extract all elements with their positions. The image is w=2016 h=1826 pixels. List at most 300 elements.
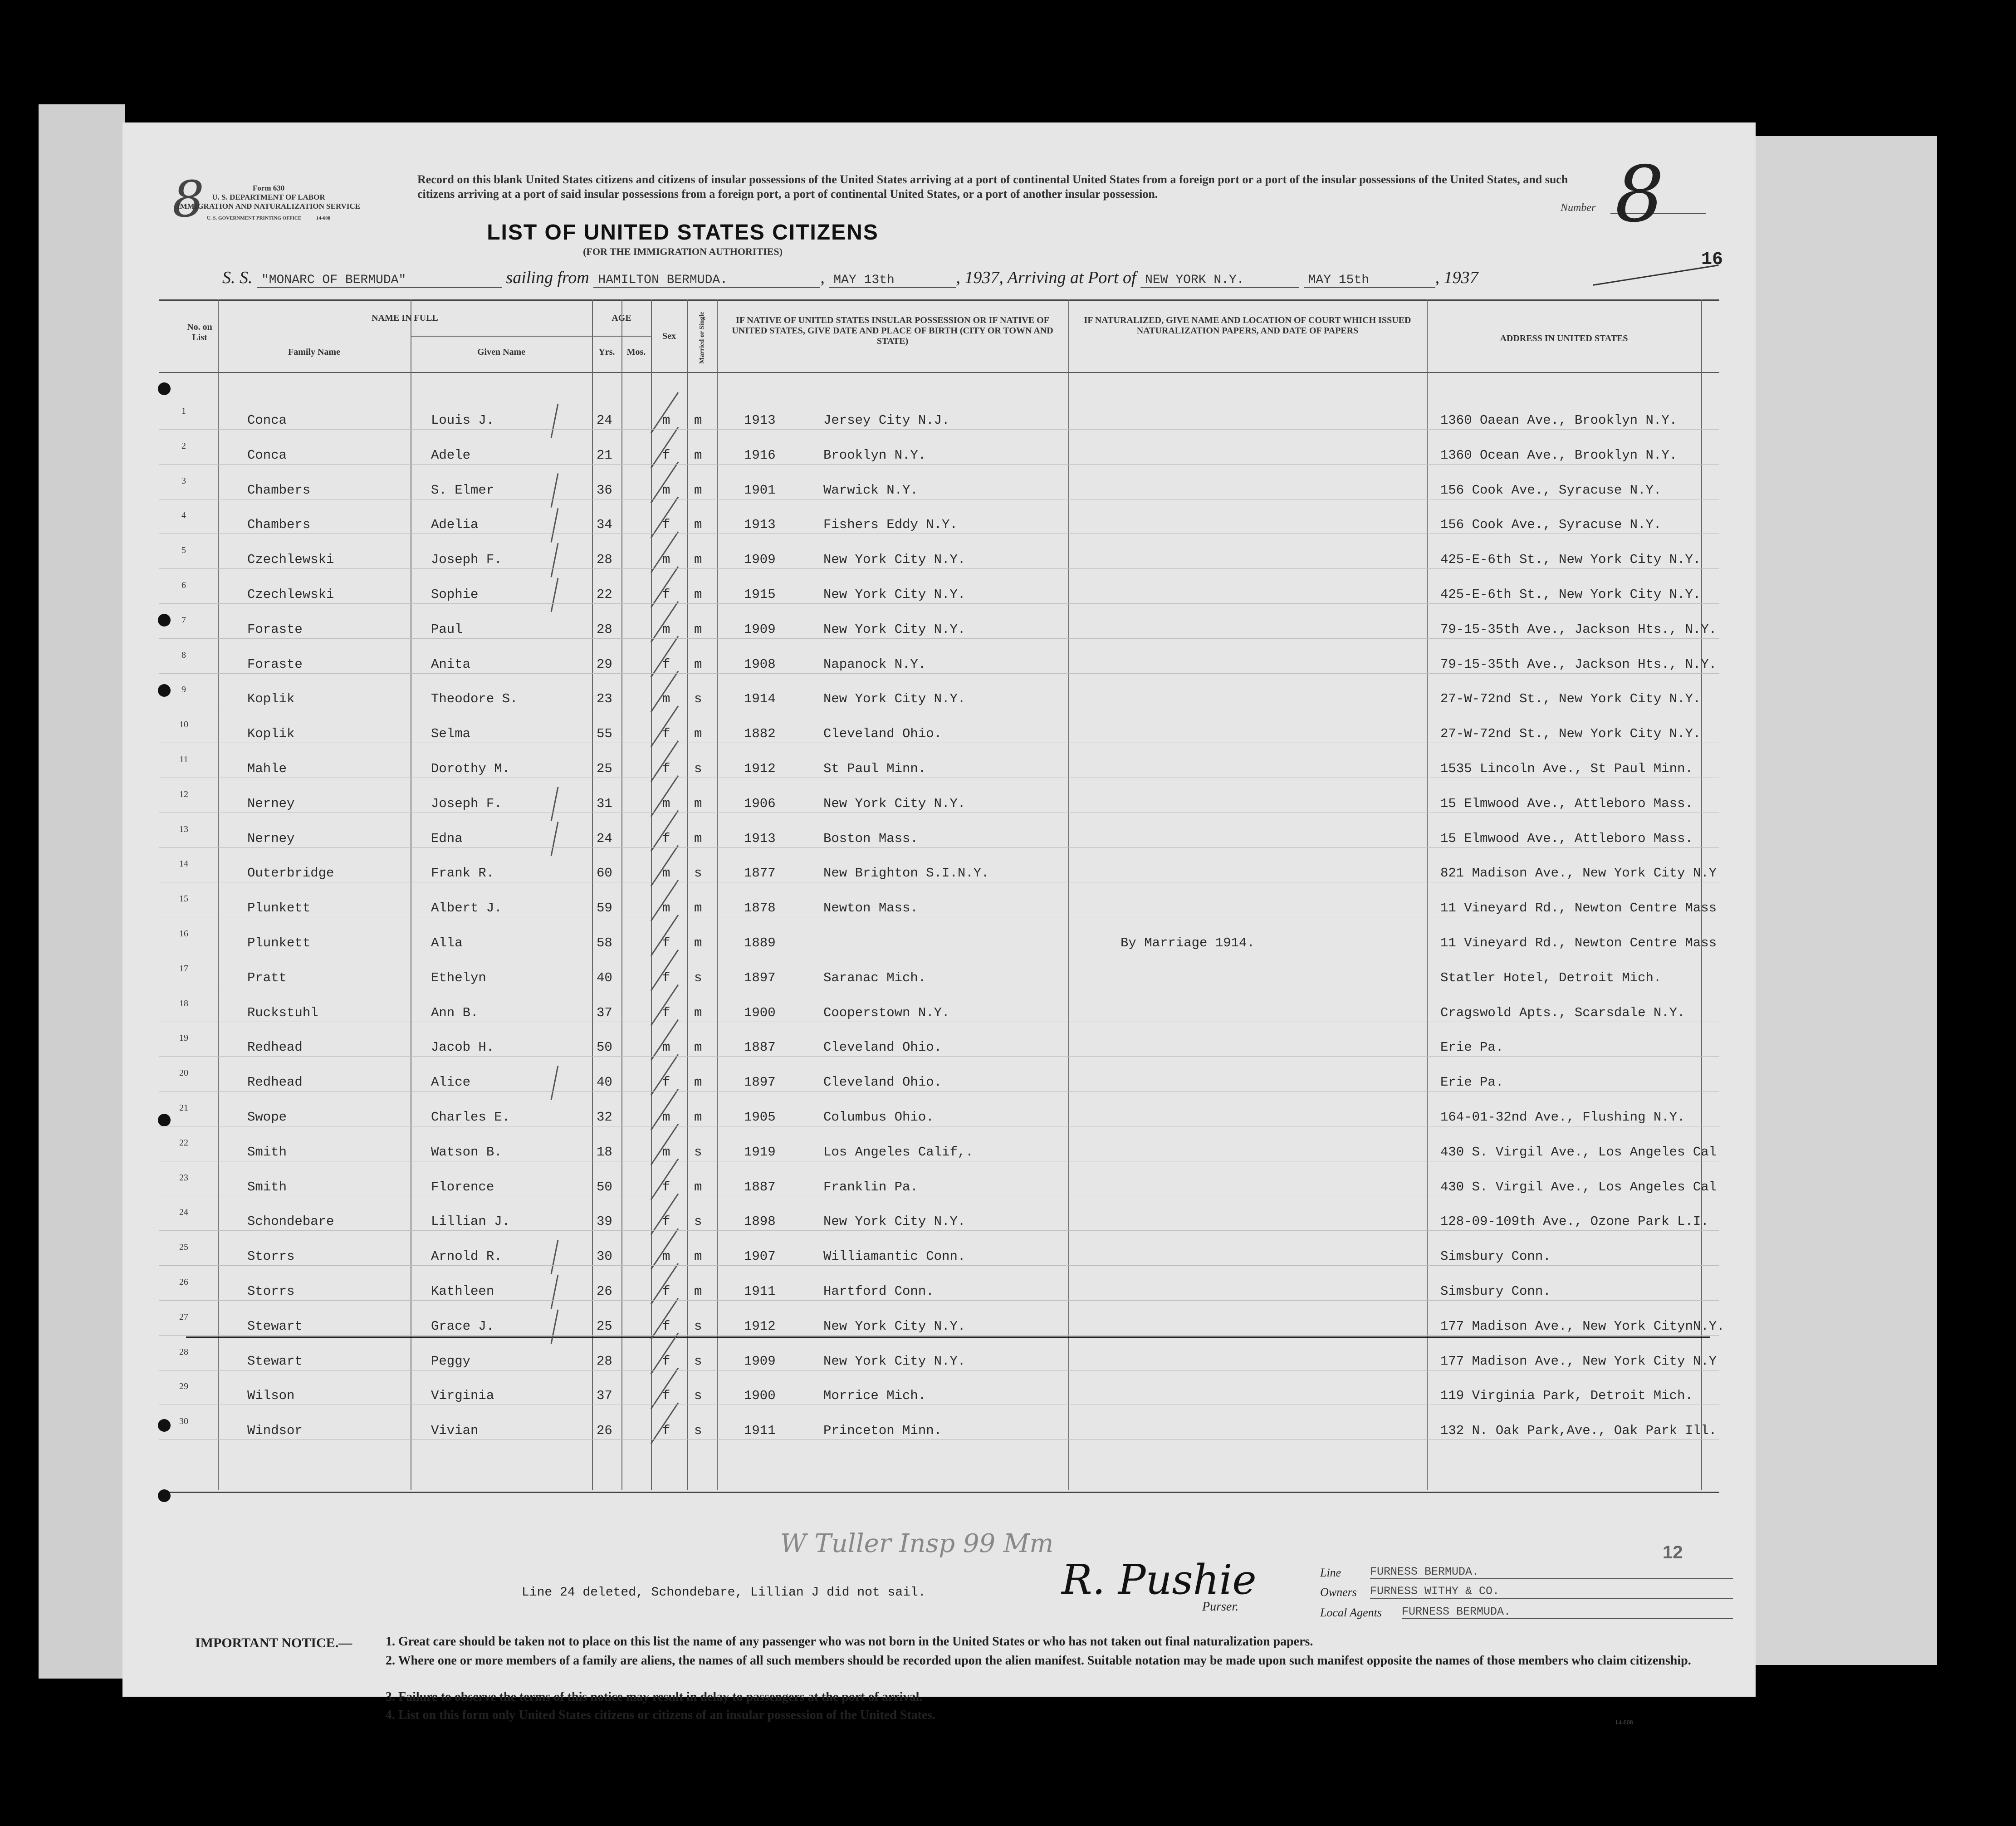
tally-slash [651, 392, 678, 433]
purser-signature: R. Pushie [1062, 1556, 1257, 1604]
row-number: 8 [181, 650, 186, 660]
family-name-cell: Nerney [247, 831, 295, 846]
family-name-cell: Koplik [247, 691, 295, 707]
col-header-naturalized: IF NATURALIZED, GIVE NAME AND LOCATION OF COURT WHICH ISSUED NATURALIZATION PAPERS, AND DATE OF PAPERS [1084, 315, 1411, 336]
birthplace-cell: Princeton Minn. [823, 1423, 942, 1439]
given-name-cell: Florence [431, 1179, 494, 1194]
family-name-cell: Foraste [247, 622, 303, 637]
birthplace-cell: Columbus Ohio. [823, 1110, 934, 1125]
birthplace-cell: Cooperstown N.Y. [823, 1005, 950, 1020]
age-cell: 31 [597, 796, 612, 811]
row-number: 29 [179, 1381, 188, 1392]
check-mark [551, 822, 558, 856]
birth-year-cell: 1882 [744, 726, 776, 742]
corner-sheet-number: 16 [1701, 250, 1723, 270]
family-name-cell: Chambers [247, 517, 311, 533]
age-cell: 40 [597, 1075, 612, 1090]
given-name-cell: Anita [431, 656, 471, 672]
age-cell: 24 [597, 831, 612, 846]
age-cell: 37 [597, 1388, 612, 1404]
tally-slash [651, 671, 678, 712]
address-cell: 425-E-6th St., New York City N.Y. [1440, 552, 1701, 568]
birth-year-cell: 1907 [744, 1249, 776, 1264]
birthplace-cell: New York City N.Y. [823, 691, 966, 707]
departure-port: HAMILTON BERMUDA. [593, 273, 820, 288]
marital-status-cell: s [694, 1353, 702, 1369]
tally-slash [651, 1194, 678, 1234]
owners-value: FURNESS WITHY & CO. [1370, 1585, 1733, 1599]
birth-year-cell: 1913 [744, 517, 776, 533]
address-cell: 15 Elmwood Ave., Attleboro Mass. [1440, 831, 1693, 846]
age-cell: 23 [597, 691, 612, 707]
arrival-year: 1937 [1443, 268, 1478, 287]
tally-slash [651, 741, 678, 782]
birth-year-cell: 1911 [744, 1284, 776, 1299]
given-name-cell: Selma [431, 726, 471, 742]
age-cell: 36 [597, 482, 612, 498]
family-name-cell: Smith [247, 1144, 287, 1160]
punch-hole [158, 382, 171, 395]
family-name-cell: Czechlewski [247, 552, 334, 568]
tally-slash [651, 1054, 678, 1095]
page-subtitle: (FOR THE IMMIGRATION AUTHORITIES) [583, 246, 783, 257]
sex-cell: m [662, 1144, 670, 1160]
marital-status-cell: m [694, 587, 702, 602]
sex-cell: m [662, 1040, 670, 1055]
tally-slash [651, 1229, 678, 1269]
family-name-cell: Nerney [247, 796, 295, 811]
table-row-rule [159, 1300, 1719, 1301]
age-cell: 28 [597, 1353, 612, 1369]
given-name-cell: Ethelyn [431, 970, 486, 985]
punch-hole [158, 614, 171, 627]
age-cell: 26 [597, 1284, 612, 1299]
tally-slash [651, 845, 678, 886]
sex-cell: f [662, 1075, 670, 1090]
marital-status-cell: m [694, 1110, 702, 1125]
row-number: 22 [179, 1137, 188, 1148]
address-cell: 1360 Ocean Ave., Brooklyn N.Y. [1440, 447, 1678, 463]
given-name-cell: Albert J. [431, 901, 502, 916]
check-mark [551, 787, 558, 821]
family-name-cell: Ruckstuhl [247, 1005, 318, 1020]
birthplace-cell: Brooklyn N.Y. [823, 447, 926, 463]
check-mark [551, 543, 558, 577]
birth-year-cell: 1905 [744, 1110, 776, 1125]
birthplace-cell: Jersey City N.J. [823, 413, 950, 428]
marital-status-cell: m [694, 796, 702, 811]
birth-year-cell: 1906 [744, 796, 776, 811]
col-header-married: Married or Single [698, 312, 706, 364]
tally-slash [651, 462, 678, 503]
deletion-note: Line 24 deleted, Schondebare, Lillian J did not sail. [522, 1586, 926, 1600]
birth-year-cell: 1900 [744, 1388, 776, 1404]
agents-value: FURNESS BERMUDA. [1402, 1605, 1733, 1619]
family-name-cell: Wilson [247, 1388, 295, 1404]
sex-cell: f [662, 1284, 670, 1299]
marital-status-cell: m [694, 482, 702, 498]
family-name-cell: Foraste [247, 656, 303, 672]
given-name-cell: Joseph F. [431, 796, 502, 811]
birthplace-cell: New York City N.Y. [823, 1353, 966, 1369]
tally-slash [651, 776, 678, 817]
given-name-cell: Theodore S. [431, 691, 518, 707]
address-cell: 164-01-32nd Ave., Flushing N.Y. [1440, 1110, 1685, 1125]
sex-cell: m [662, 1110, 670, 1125]
age-cell: 39 [597, 1214, 612, 1229]
ss-label: S. S. [222, 268, 253, 287]
birthplace-cell: Cleveland Ohio. [823, 726, 942, 742]
given-name-cell: Virginia [431, 1388, 494, 1404]
family-name-cell: Chambers [247, 482, 311, 498]
birth-year-cell: 1897 [744, 1075, 776, 1090]
birthplace-cell: Cleveland Ohio. [823, 1040, 942, 1055]
address-cell: 177 Madison Ave., New York City N.Y [1440, 1353, 1717, 1369]
table-row-rule [159, 1265, 1719, 1266]
check-mark [551, 1066, 558, 1100]
punch-hole [158, 1114, 171, 1126]
marital-status-cell: s [694, 970, 702, 985]
marital-status-cell: m [694, 1284, 702, 1299]
voyage-line: S. S. "MONARC OF BERMUDA" sailing from HAMILTON BERMUDA. , MAY 13th , 1937, Arriving at Port of NEW YORK N.Y. MAY 15th , 1937 [222, 268, 1478, 287]
sex-cell: f [662, 1318, 670, 1334]
marital-status-cell: m [694, 1179, 702, 1194]
birthplace-cell: Fishers Eddy N.Y. [823, 517, 958, 533]
arriving-label: Arriving at Port of [1007, 268, 1136, 287]
address-cell: 11 Vineyard Rd., Newton Centre Mass [1440, 935, 1717, 950]
birth-year-cell: 1916 [744, 447, 776, 463]
tally-slash [651, 636, 678, 677]
row-number: 23 [179, 1172, 188, 1183]
family-name-cell: Smith [247, 1179, 287, 1194]
sex-cell: f [662, 447, 670, 463]
given-name-cell: Charles E. [431, 1110, 510, 1125]
given-name-cell: Joseph F. [431, 552, 502, 568]
sex-cell: f [662, 656, 670, 672]
birth-year-cell: 1914 [744, 691, 776, 707]
tally-slash [651, 497, 678, 538]
check-mark [551, 578, 558, 612]
birth-year-cell: 1911 [744, 1423, 776, 1439]
notice-item: 3. Failure to observe the terms of this notice may result in delay to passengers at the port of arrival. [386, 1690, 923, 1704]
birth-year-cell: 1913 [744, 831, 776, 846]
marital-status-cell: m [694, 1075, 702, 1090]
address-cell: 79-15-35th Ave., Jackson Hts., N.Y. [1440, 656, 1717, 672]
form-number: Form 630 [252, 184, 285, 192]
marital-status-cell: s [694, 1423, 702, 1439]
table-row-rule [159, 1230, 1719, 1231]
age-cell: 28 [597, 552, 612, 568]
check-mark [551, 1240, 558, 1274]
row-number: 5 [181, 545, 186, 556]
marital-status-cell: s [694, 866, 702, 881]
age-cell: 50 [597, 1179, 612, 1194]
marital-status-cell: m [694, 935, 702, 950]
sex-cell: m [662, 691, 670, 707]
age-cell: 29 [597, 656, 612, 672]
sex-cell: f [662, 1388, 670, 1404]
birth-year-cell: 1900 [744, 1005, 776, 1020]
printing-office-note: U. S. GOVERNMENT PRINTING OFFICE [207, 215, 302, 221]
list-number-handwritten: 8 [1615, 150, 1664, 240]
department-name: U. S. DEPARTMENT OF LABOR [212, 193, 325, 201]
sex-cell: f [662, 970, 670, 985]
row-number: 10 [179, 720, 188, 730]
form-code-bottom: 14-608 [1615, 1719, 1633, 1726]
sex-cell: f [662, 1214, 670, 1229]
table-row-rule [159, 673, 1719, 674]
birthplace-cell: Boston Mass. [823, 831, 918, 846]
sex-cell: f [662, 935, 670, 950]
address-cell: Erie Pa. [1440, 1040, 1504, 1055]
tally-slash [651, 1403, 678, 1444]
address-cell: 128-09-109th Ave., Ozone Park L.I. [1440, 1214, 1709, 1229]
table-row-rule [159, 1056, 1719, 1057]
ship-name: "MONARC OF BERMUDA" [257, 273, 502, 288]
birth-year-cell: 1909 [744, 1353, 776, 1369]
age-cell: 58 [597, 935, 612, 950]
birthplace-cell: Cleveland Ohio. [823, 1075, 942, 1090]
address-cell: 821 Madison Ave., New York City N.Y [1440, 866, 1717, 881]
tally-slash [651, 985, 678, 1026]
row-number: 16 [179, 929, 188, 939]
sex-cell: m [662, 866, 670, 881]
inspector-pencil-note: W Tuller Insp 99 Mm [780, 1529, 1054, 1558]
birth-year-cell: 1898 [744, 1214, 776, 1229]
page-title: LIST OF UNITED STATES CITIZENS [487, 220, 879, 245]
corner-handwritten-mark: 8 [172, 170, 204, 228]
given-name-cell: Adelia [431, 517, 479, 533]
table-row-rule [159, 603, 1719, 604]
arrival-port: NEW YORK N.Y. [1140, 273, 1299, 288]
notice-heading: IMPORTANT NOTICE.— [195, 1635, 352, 1650]
family-name-cell: Redhead [247, 1075, 303, 1090]
address-cell: 11 Vineyard Rd., Newton Centre Mass [1440, 901, 1717, 916]
tally-slash [651, 1333, 678, 1374]
marital-status-cell: m [694, 726, 702, 742]
col-header-yrs: Yrs. [598, 347, 615, 357]
given-name-cell: Edna [431, 831, 463, 846]
tally-slash [651, 950, 678, 991]
marital-status-cell: s [694, 1388, 702, 1404]
line-value: FURNESS BERMUDA. [1370, 1565, 1733, 1579]
tally-slash [651, 1368, 678, 1409]
table-row-rule [159, 1091, 1719, 1092]
sail-year: 1937 [964, 268, 999, 287]
birth-year-cell: 1887 [744, 1179, 776, 1194]
birth-year-cell: 1878 [744, 901, 776, 916]
address-cell: 425-E-6th St., New York City N.Y. [1440, 587, 1701, 602]
marital-status-cell: s [694, 691, 702, 707]
age-cell: 55 [597, 726, 612, 742]
row-number: 24 [179, 1207, 188, 1218]
given-name-cell: Lillian J. [431, 1214, 510, 1229]
tally-slash [651, 602, 678, 642]
given-name-cell: Adele [431, 447, 471, 463]
sex-cell: f [662, 831, 670, 846]
sex-cell: m [662, 622, 670, 637]
row-number: 9 [181, 685, 186, 695]
row-number: 20 [179, 1068, 188, 1078]
birthplace-cell: New York City N.Y. [823, 552, 966, 568]
marital-status-cell: m [694, 1249, 702, 1264]
address-cell: Erie Pa. [1440, 1075, 1504, 1090]
birth-year-cell: 1877 [744, 866, 776, 881]
sailing-from-label: sailing from [506, 268, 589, 287]
row-number: 4 [181, 510, 186, 521]
birthplace-cell: Saranac Mich. [823, 970, 926, 985]
purser-label: Purser. [1202, 1600, 1239, 1614]
address-cell: 27-W-72nd St., New York City N.Y. [1440, 691, 1701, 707]
age-cell: 25 [597, 1318, 612, 1334]
birth-year-cell: 1909 [744, 622, 776, 637]
birth-year-cell: 1912 [744, 1318, 776, 1334]
age-cell: 34 [597, 517, 612, 533]
age-cell: 50 [597, 1040, 612, 1055]
sex-cell: m [662, 796, 670, 811]
birthplace-cell: Warwick N.Y. [823, 482, 918, 498]
address-cell: 430 S. Virgil Ave., Los Angeles Cal [1440, 1179, 1717, 1194]
birthplace-cell: Newton Mass. [823, 901, 918, 916]
address-cell: 177 Madison Ave., New York CitynN.Y. [1440, 1318, 1725, 1334]
address-cell: 79-15-35th Ave., Jackson Hts., N.Y. [1440, 622, 1717, 637]
table-row-rule [159, 568, 1719, 569]
marital-status-cell: s [694, 761, 702, 776]
address-cell: Simsbury Conn. [1440, 1249, 1551, 1264]
owners-label: Owners [1320, 1586, 1357, 1599]
punch-hole [158, 1419, 171, 1432]
address-cell: 15 Elmwood Ave., Attleboro Mass. [1440, 796, 1693, 811]
sex-cell: m [662, 482, 670, 498]
birth-year-cell: 1915 [744, 587, 776, 602]
row-number: 19 [179, 1033, 188, 1043]
table-row-rule [159, 1439, 1719, 1440]
birth-year-cell: 1919 [744, 1144, 776, 1160]
sex-cell: f [662, 587, 670, 602]
family-name-cell: Redhead [247, 1040, 303, 1055]
family-name-cell: Swope [247, 1110, 287, 1125]
tally-slash [651, 706, 678, 747]
row-number: 27 [179, 1312, 188, 1322]
birthplace-cell: Morrice Mich. [823, 1388, 926, 1404]
given-name-cell: Paul [431, 622, 463, 637]
given-name-cell: Peggy [431, 1353, 471, 1369]
sex-cell: m [662, 413, 670, 428]
marital-status-cell: m [694, 517, 702, 533]
marital-status-cell: s [694, 1144, 702, 1160]
family-name-cell: Schondebare [247, 1214, 334, 1229]
address-cell: 156 Cook Ave., Syracuse N.Y. [1440, 517, 1662, 533]
marital-status-cell: m [694, 447, 702, 463]
punch-hole [158, 684, 171, 697]
notice-item: 1. Great care should be taken not to place on this list the name of any passenger who was not born in the United States or who has not taken out final naturalization papers. [386, 1635, 1313, 1649]
marital-status-cell: m [694, 656, 702, 672]
birthplace-cell: New York City N.Y. [823, 587, 966, 602]
birth-year-cell: 1912 [744, 761, 776, 776]
row-number: 13 [179, 824, 188, 834]
family-name-cell: Plunkett [247, 901, 311, 916]
birthplace-cell: Franklin Pa. [823, 1179, 918, 1194]
family-name-cell: Mahle [247, 761, 287, 776]
given-name-cell: S. Elmer [431, 482, 494, 498]
birth-year-cell: 1889 [744, 935, 776, 950]
birthplace-cell: Hartford Conn. [823, 1284, 934, 1299]
given-name-cell: Louis J. [431, 413, 494, 428]
row-number: 6 [181, 580, 186, 590]
family-name-cell: Storrs [247, 1284, 295, 1299]
given-name-cell: Jacob H. [431, 1040, 494, 1055]
tally-slash [651, 1124, 678, 1165]
age-cell: 59 [597, 901, 612, 916]
birth-year-cell: 1897 [744, 970, 776, 985]
given-name-cell: Ann B. [431, 1005, 479, 1020]
age-cell: 25 [597, 761, 612, 776]
age-cell: 21 [597, 447, 612, 463]
sex-cell: f [662, 1005, 670, 1020]
birthplace-cell: New Brighton S.I.N.Y. [823, 866, 989, 881]
family-name-cell: Windsor [247, 1423, 303, 1439]
birth-year-cell: 1901 [744, 482, 776, 498]
check-mark [551, 1275, 558, 1309]
marital-status-cell: m [694, 901, 702, 916]
row-number: 12 [179, 789, 188, 799]
marital-status-cell: m [694, 552, 702, 568]
sex-cell: f [662, 1179, 670, 1194]
row-number: 25 [179, 1242, 188, 1253]
scan-next-page-edge [1756, 136, 1937, 1665]
address-cell: Simsbury Conn. [1440, 1284, 1551, 1299]
col-header-sex: Sex [662, 331, 676, 341]
given-name-cell: Sophie [431, 587, 479, 602]
manifest-sheet [122, 122, 1756, 1726]
table-row-rule [159, 429, 1719, 430]
col-header-address: ADDRESS IN UNITED STATES [1500, 333, 1628, 343]
tally-slash [651, 880, 678, 921]
marital-status-cell: m [694, 413, 702, 428]
given-name-cell: Dorothy M. [431, 761, 510, 776]
record-instruction: Record on this blank United States citizens and citizens of insular possessions of the United States arriving at a port of continental United States from a foreign port or a port of the insular possessions of the United States, and such citizens arriving at a port of said insular possessions from a foreign port, a port of continental United States, or a port of another insular possession. [417, 173, 1568, 201]
row-number: 28 [179, 1346, 188, 1357]
family-name-cell: Plunkett [247, 935, 311, 950]
sex-cell: m [662, 1249, 670, 1264]
row-number: 3 [181, 475, 186, 486]
family-name-cell: Conca [247, 413, 287, 428]
arrival-date: MAY 15th [1304, 273, 1435, 288]
age-cell: 28 [597, 622, 612, 637]
age-cell: 40 [597, 970, 612, 985]
tally-slash [651, 427, 678, 468]
row-number: 14 [179, 859, 188, 869]
row-number: 30 [179, 1416, 188, 1427]
birth-year-cell: 1909 [744, 552, 776, 568]
marital-status-cell: s [694, 1318, 702, 1334]
marital-status-cell: s [694, 1214, 702, 1229]
col-header-mos: Mos. [626, 347, 646, 357]
marital-status-cell: m [694, 622, 702, 637]
marital-status-cell: m [694, 1005, 702, 1020]
naturalization-cell: By Marriage 1914. [1121, 935, 1255, 950]
sex-cell: f [662, 761, 670, 776]
tally-slash [651, 532, 678, 573]
check-mark [551, 474, 558, 508]
row-number: 17 [179, 963, 188, 974]
notice-item: 4. List on this form only United States citizens or citizens of an insular possession of the United States. [386, 1708, 936, 1722]
table-row-rule [159, 1370, 1719, 1371]
family-name-cell: Stewart [247, 1318, 303, 1334]
given-name-cell: Alla [431, 935, 463, 950]
sex-cell: m [662, 552, 670, 568]
row-number: 1 [181, 406, 186, 416]
